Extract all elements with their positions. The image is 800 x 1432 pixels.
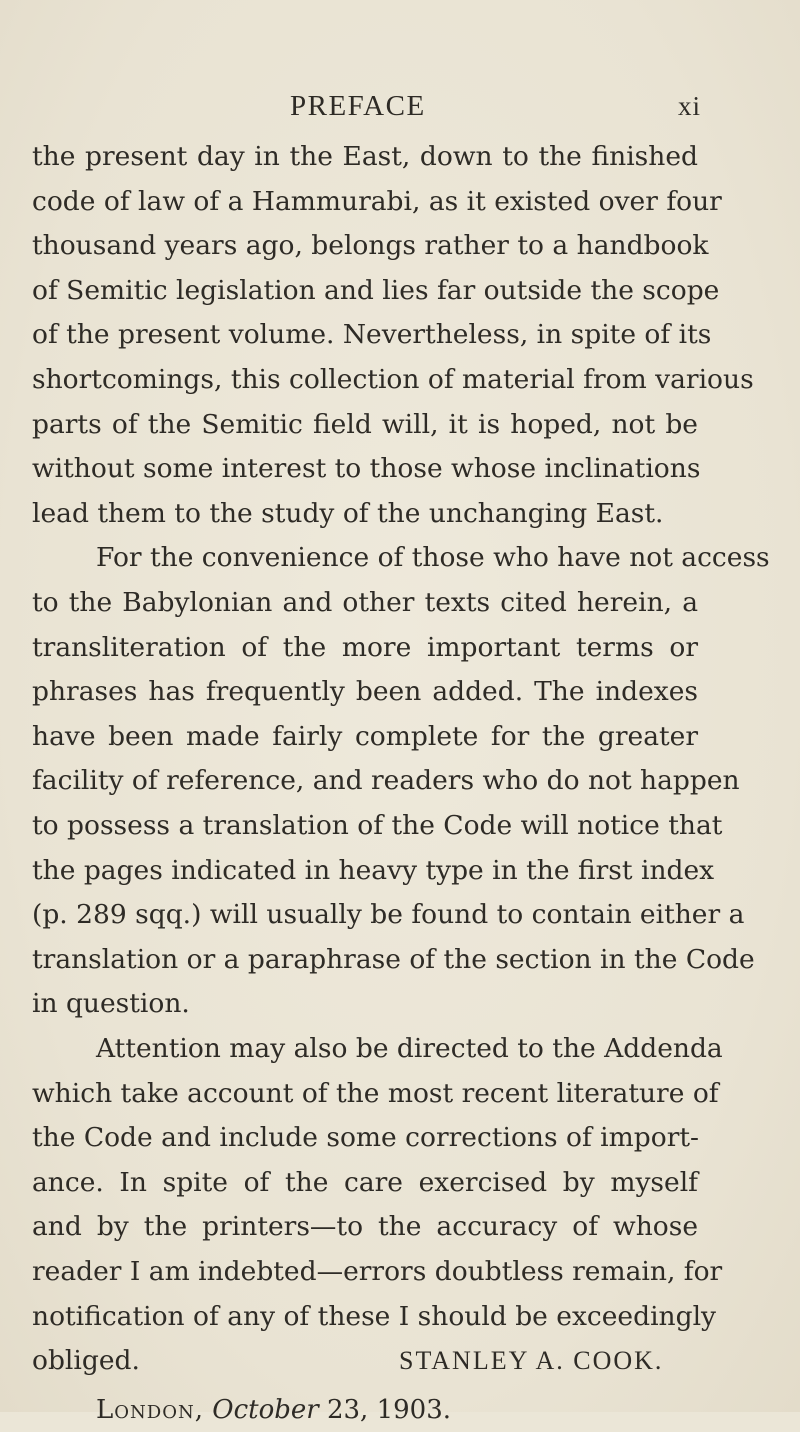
text-line: Attention may also be directed to the Addenda [96, 1033, 723, 1064]
dateline-place: London, [96, 1394, 204, 1425]
text-line: to the Babylonian and other texts cited herein, a [32, 587, 698, 618]
text-line: of the present volume. Nevertheless, in spite of its [32, 319, 712, 351]
text-line: reader I am indebted—errors doubtless remain, for [32, 1256, 723, 1287]
text-line: code of law of a Hammurabi, as it existed over four [32, 185, 722, 217]
text-line: notification of any of these I should be exceedingly [32, 1300, 717, 1332]
text-line: transliteration of the more important terms or [32, 631, 698, 663]
dateline-date: 23, 1903. [326, 1394, 451, 1425]
text-line: without some interest to those whose inclinations [32, 453, 701, 485]
text-line: and by the printers—to the accuracy of whose [32, 1211, 698, 1243]
text-line: phrases has frequently been added. The indexes [32, 676, 698, 708]
text-line: the Code and include some corrections of import- [32, 1122, 699, 1154]
text-line: shortcomings, this collection of material from various [32, 364, 754, 395]
text-line: the present day in the East, down to the finished [32, 141, 698, 172]
text-line: lead them to the study of the unchanging East. [32, 497, 664, 529]
text-line: translation or a paraphrase of the section in the Code [32, 943, 755, 975]
author-signature: STANLEY A. COOK. [399, 1346, 664, 1376]
text-line: thousand years ago, belongs rather to a handbook [32, 230, 709, 262]
running-head [0, 88, 800, 128]
text-line: of Semitic legislation and lies far outside the scope [32, 274, 720, 306]
dateline-month: October [212, 1394, 319, 1425]
text-line: in question. [32, 988, 190, 1020]
text-line: parts of the Semitic field will, it is hoped, not be [32, 408, 698, 440]
text-line: obliged. [32, 1345, 140, 1377]
text-line: ance. In spite of the care exercised by myself [32, 1166, 698, 1198]
text-line: facility of reference, and readers who do not happen [32, 765, 740, 797]
running-title: PREFACE [290, 90, 426, 122]
dateline [96, 1388, 451, 1432]
text-line: to possess a translation of the Code will notice that [32, 810, 723, 841]
text-line: the pages indicated in heavy type in the first index [32, 854, 715, 886]
text-line: which take account of the most recent literature of [32, 1077, 719, 1109]
text-line: have been made fairly complete for the greater [32, 720, 698, 752]
text-line: For the convenience of those who have not access [96, 542, 770, 574]
page-number: xi [678, 91, 702, 121]
text-line: (p. 289 sqq.) will usually be found to contain either a [32, 899, 745, 931]
